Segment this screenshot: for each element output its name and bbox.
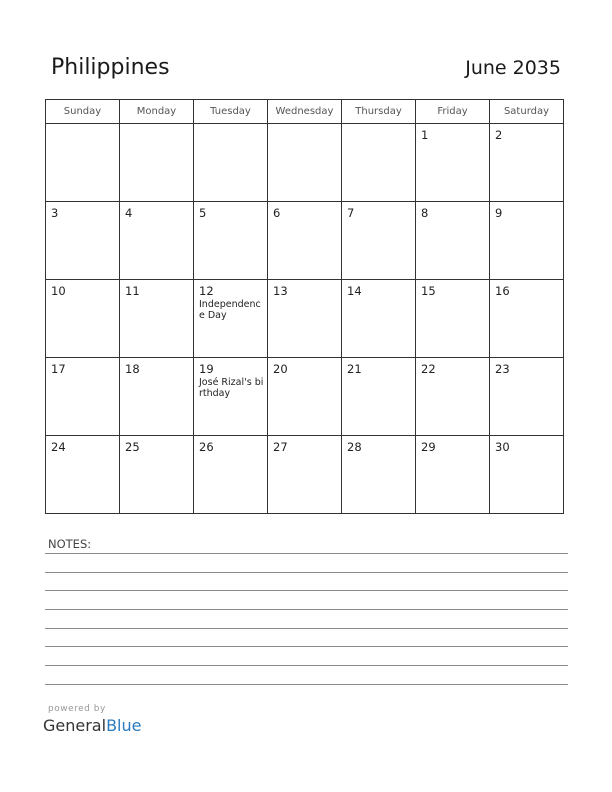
note-line <box>45 553 568 554</box>
weekday-header: Wednesday <box>268 100 342 124</box>
day-cell <box>194 436 268 514</box>
day-number: 27 <box>273 440 288 454</box>
day-cell <box>416 202 490 280</box>
day-cell <box>194 124 268 202</box>
day-cell <box>194 358 268 436</box>
day-cell <box>416 358 490 436</box>
day-number: 22 <box>421 362 436 376</box>
note-line <box>45 590 568 591</box>
note-line <box>45 646 568 647</box>
note-line <box>45 665 568 666</box>
day-number <box>194 124 267 128</box>
month-title: June 2035 <box>465 57 561 79</box>
day-number <box>120 124 193 128</box>
day-cell <box>342 124 416 202</box>
day-cell <box>120 280 194 358</box>
day-cell <box>46 280 120 358</box>
powered-by-text: powered by <box>48 704 106 714</box>
day-number <box>46 124 119 128</box>
day-cell <box>46 436 120 514</box>
weekday-header: Sunday <box>46 100 120 124</box>
weekday-header: Monday <box>120 100 194 124</box>
week-row <box>46 202 564 280</box>
day-cell <box>342 202 416 280</box>
week-row <box>46 280 564 358</box>
day-number: 29 <box>421 440 436 454</box>
day-cell <box>268 358 342 436</box>
day-number: 6 <box>273 206 281 220</box>
weekday-header: Saturday <box>490 100 564 124</box>
day-number: 12 <box>199 284 214 298</box>
day-cell <box>268 124 342 202</box>
week-row <box>46 358 564 436</box>
day-cell <box>120 358 194 436</box>
day-cell <box>342 280 416 358</box>
day-number: 3 <box>51 206 59 220</box>
day-number: 8 <box>421 206 429 220</box>
day-number: 4 <box>125 206 133 220</box>
generalblue-logo <box>43 716 141 735</box>
day-number: 2 <box>495 128 503 142</box>
day-cell <box>490 280 564 358</box>
day-number: 25 <box>125 440 140 454</box>
day-cell <box>120 436 194 514</box>
day-cell <box>120 124 194 202</box>
weekday-header-row <box>46 100 564 124</box>
day-number: 28 <box>347 440 362 454</box>
logo-text-blue: Blue <box>106 716 142 735</box>
note-line <box>45 628 568 629</box>
day-cell <box>490 124 564 202</box>
weekday-header: Friday <box>416 100 490 124</box>
day-cell <box>268 436 342 514</box>
day-number: 19 <box>199 362 214 376</box>
day-number: 30 <box>495 440 510 454</box>
day-number: 15 <box>421 284 436 298</box>
day-number: 10 <box>51 284 66 298</box>
day-cell <box>46 124 120 202</box>
day-cell <box>268 202 342 280</box>
holiday-label: Independence Day <box>199 299 261 321</box>
day-cell <box>490 202 564 280</box>
day-cell <box>490 358 564 436</box>
calendar-grid <box>45 99 564 514</box>
day-number: 20 <box>273 362 288 376</box>
day-cell <box>490 436 564 514</box>
day-number: 1 <box>421 128 429 142</box>
day-number: 24 <box>51 440 66 454</box>
day-number: 11 <box>125 284 140 298</box>
day-cell <box>416 436 490 514</box>
weekday-header: Tuesday <box>194 100 268 124</box>
note-line <box>45 684 568 685</box>
day-number: 17 <box>51 362 66 376</box>
holiday-label: José Rizal's birthday <box>199 377 264 399</box>
day-number: 5 <box>199 206 207 220</box>
note-line <box>45 572 568 573</box>
day-number <box>268 124 341 128</box>
day-number: 14 <box>347 284 362 298</box>
logo-text-general: General <box>43 716 107 735</box>
day-number: 18 <box>125 362 140 376</box>
day-cell <box>416 280 490 358</box>
day-cell <box>268 280 342 358</box>
day-number: 26 <box>199 440 214 454</box>
note-line <box>45 609 568 610</box>
day-cell <box>194 280 268 358</box>
day-cell <box>342 436 416 514</box>
weekday-header: Thursday <box>342 100 416 124</box>
day-number: 21 <box>347 362 362 376</box>
day-cell <box>416 124 490 202</box>
day-number: 9 <box>495 206 503 220</box>
day-cell <box>46 202 120 280</box>
day-cell <box>194 202 268 280</box>
week-row <box>46 124 564 202</box>
day-cell <box>120 202 194 280</box>
day-number: 7 <box>347 206 355 220</box>
country-title: Philippines <box>51 55 170 80</box>
day-number: 16 <box>495 284 510 298</box>
day-cell <box>46 358 120 436</box>
week-row <box>46 436 564 514</box>
day-number: 13 <box>273 284 288 298</box>
notes-label: NOTES: <box>48 537 92 551</box>
day-number <box>342 124 415 128</box>
day-number: 23 <box>495 362 510 376</box>
day-cell <box>342 358 416 436</box>
